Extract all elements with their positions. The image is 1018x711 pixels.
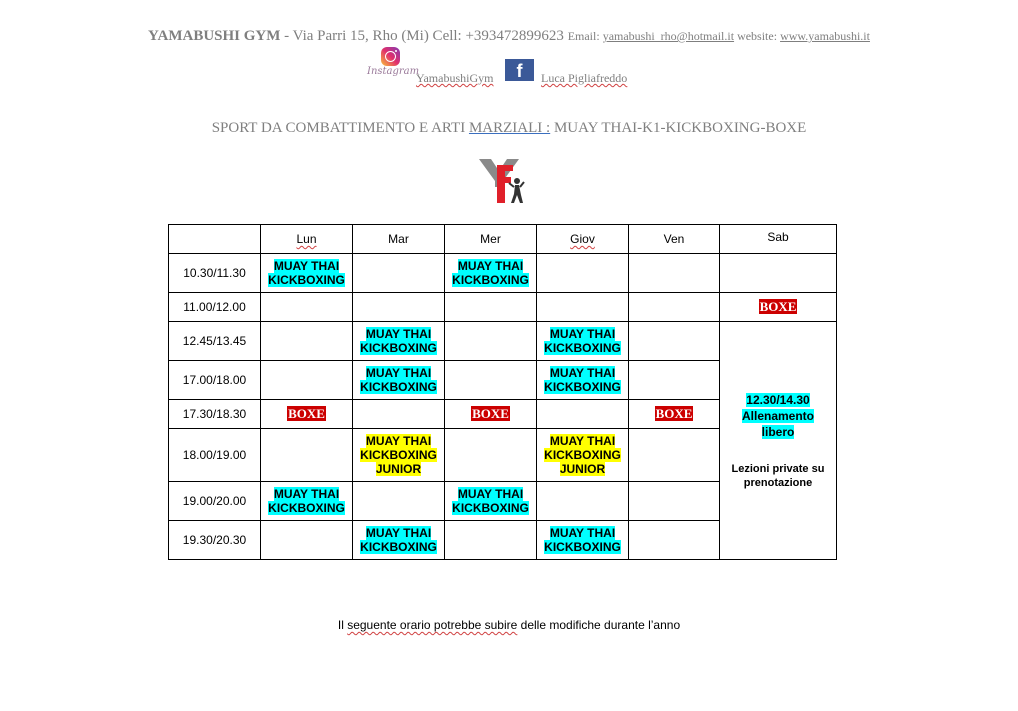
empty-cell [629,521,720,560]
empty-cell [261,521,353,560]
empty-cell [261,361,353,400]
saturday-block [720,322,837,560]
subtitle-underlined: MARZIALI : [468,120,551,136]
empty-cell [629,293,720,322]
yamabushi-logo-icon [477,155,527,207]
empty-cell [261,429,353,482]
time-cell: 18.00/19.00 [169,429,261,482]
empty-cell [537,482,629,521]
day-header-sab: Sab [720,225,837,254]
time-cell: 12.45/13.45 [169,322,261,361]
empty-cell [629,254,720,293]
footer-note: Il seguente orario potrebbe subire delle modifiche durante l’anno [337,618,681,632]
empty-cell [445,322,537,361]
subtitle-part2: MUAY THAI-K1-KICKBOXING-BOXE [550,120,807,136]
header-contact-line [0,28,1018,45]
day-header-giov: Giov [537,225,629,254]
class-cell: MUAY THAI KICKBOXING [353,521,445,560]
time-cell: 11.00/12.00 [169,293,261,322]
class-cell: MUAY THAI KICKBOXING JUNIOR [353,429,445,482]
website-label: website: [734,29,781,43]
time-cell: 17.30/18.30 [169,400,261,429]
class-cell: BOXE [629,400,720,429]
empty-cell [445,361,537,400]
class-cell: MUAY THAI KICKBOXING [537,521,629,560]
empty-cell [720,254,837,293]
gym-name: YAMABUSHI GYM [148,28,281,44]
empty-cell [537,254,629,293]
empty-cell [445,429,537,482]
day-header-ven: Ven [629,225,720,254]
facebook-icon[interactable]: f [505,59,534,81]
website-link[interactable]: www.yamabushi.it [780,29,870,43]
class-cell: MUAY THAI KICKBOXING JUNIOR [537,429,629,482]
class-cell: MUAY THAI KICKBOXING [261,482,353,521]
empty-cell [353,293,445,322]
empty-cell [261,322,353,361]
schedule-table [168,224,837,560]
class-cell: BOXE [720,293,837,322]
empty-cell [261,293,353,322]
empty-cell [629,322,720,361]
class-cell: MUAY THAI KICKBOXING [445,254,537,293]
class-cell: MUAY THAI KICKBOXING [445,482,537,521]
subtitle-part1: SPORT DA COMBATTIMENTO E ARTI [211,120,469,136]
empty-cell [629,429,720,482]
subtitle [0,120,1018,137]
class-cell: MUAY THAI KICKBOXING [537,322,629,361]
empty-cell [629,361,720,400]
class-cell: BOXE [261,400,353,429]
empty-cell [353,482,445,521]
empty-cell [537,293,629,322]
corner-cell [169,225,261,254]
empty-cell [445,521,537,560]
header-row [169,225,837,254]
class-cell: MUAY THAI KICKBOXING [261,254,353,293]
time-cell: 19.30/20.30 [169,521,261,560]
social-links [366,46,666,86]
saturday-private-lessons: Lezioni private su prenotazione [731,462,825,489]
instagram-handle[interactable]: YamabushiGym [416,71,494,85]
table-row [169,254,837,293]
email-link[interactable]: yamabushi_rho@hotmail.it [602,29,735,43]
instagram-word: Instagram [367,66,420,77]
time-cell: 17.00/18.00 [169,361,261,400]
day-header-mer: Mer [445,225,537,254]
empty-cell [537,400,629,429]
class-cell: MUAY THAI KICKBOXING [537,361,629,400]
time-cell: 19.00/20.00 [169,482,261,521]
empty-cell [353,254,445,293]
day-header-lun: Lun [261,225,353,254]
empty-cell [445,293,537,322]
table-row [169,322,837,361]
class-cell: MUAY THAI KICKBOXING [353,322,445,361]
class-cell: BOXE [445,400,537,429]
empty-cell [629,482,720,521]
time-cell: 10.30/11.30 [169,254,261,293]
gym-address: - Via Parri 15, Rho (Mi) Cell: +393472899623 [280,28,568,44]
facebook-name[interactable]: Luca Pigliafreddo [541,71,628,85]
class-cell: MUAY THAI KICKBOXING [353,361,445,400]
day-header-mar: Mar [353,225,445,254]
saturday-free-training: 12.30/14.30 Allenamento libero [741,392,814,439]
instagram-icon[interactable] [366,46,420,84]
table-row [169,293,837,322]
email-label: Email: [567,29,603,43]
empty-cell [353,400,445,429]
